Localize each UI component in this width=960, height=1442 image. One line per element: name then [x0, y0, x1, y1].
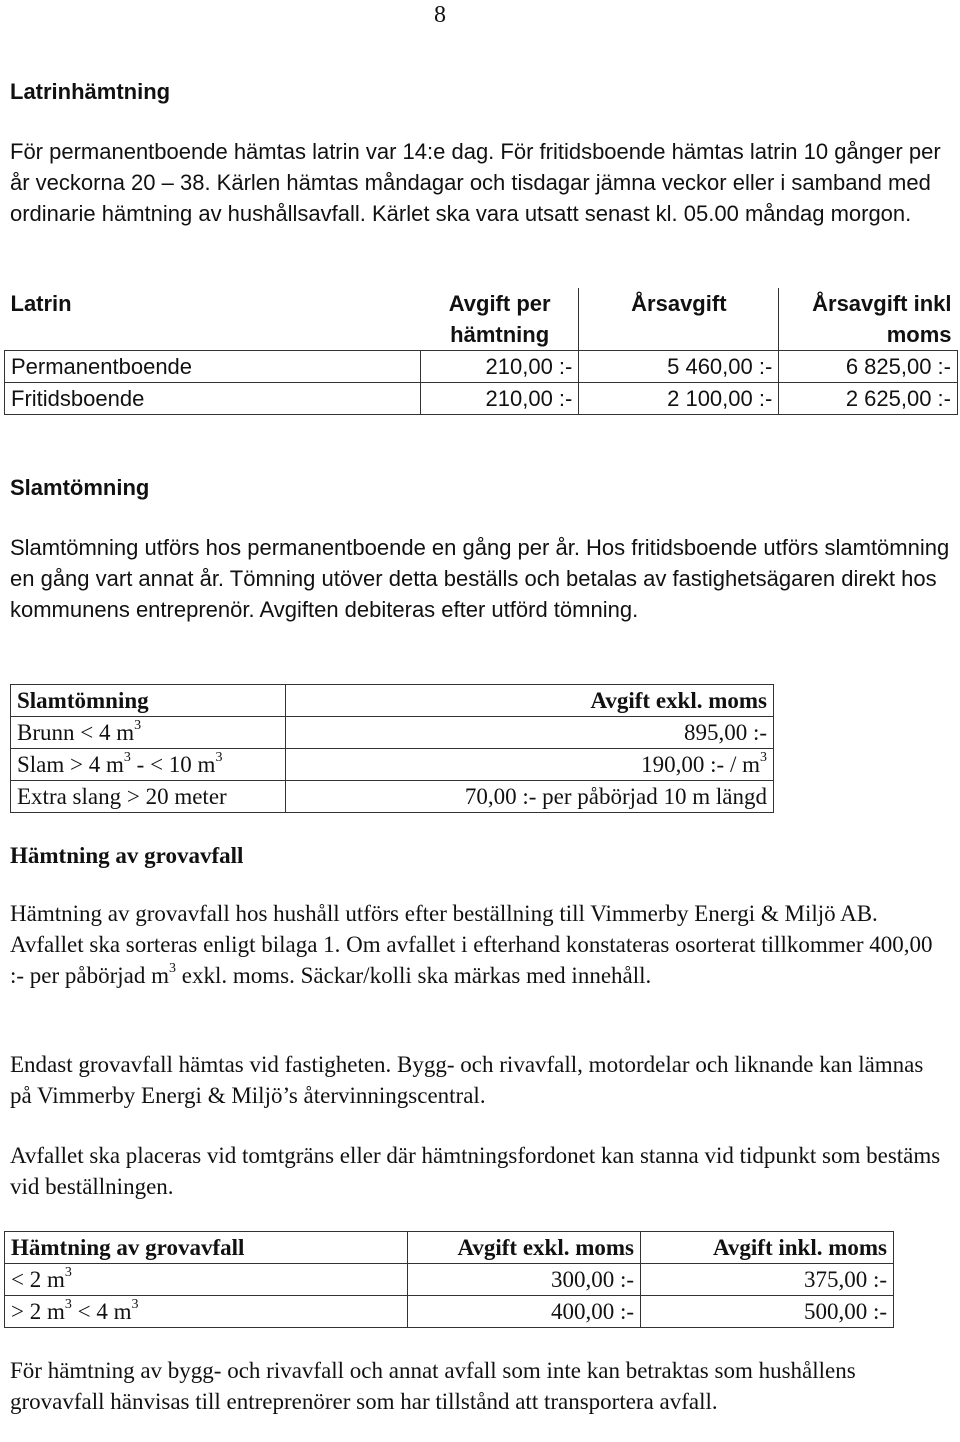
col-header: Avgift inkl. moms	[641, 1232, 894, 1264]
table-cell: Extra slang > 20 meter	[11, 781, 286, 813]
table-row	[11, 749, 774, 781]
grovavfall-fee-table	[4, 1231, 894, 1328]
table-cell: 2 100,00 :-	[579, 383, 779, 415]
table-cell: 70,00 :- per påbörjad 10 m längd	[286, 781, 774, 813]
col-header: Avgift exkl. moms	[286, 685, 774, 717]
section-heading-grovavfall: Hämtning av grovavfall	[10, 843, 244, 868]
table-cell: Brunn < 4 $m^3$	[11, 717, 286, 749]
section-heading-slam: Slamtömning	[10, 475, 150, 500]
section-heading-latrin: Latrinhämtning	[10, 79, 171, 104]
col-header: Slamtömning	[11, 685, 286, 717]
col-header: Latrin	[10, 291, 72, 316]
slam-fee-table	[10, 684, 774, 813]
table-row	[5, 1296, 894, 1328]
table-header-row	[11, 685, 774, 717]
table-cell: 300,00 :-	[408, 1264, 641, 1296]
table-cell: < 2 $m^3$	[5, 1264, 408, 1296]
col-header: Hämtning av grovavfall	[5, 1232, 408, 1264]
table-cell: > 2 $m^3 < 4$ $m^3$	[5, 1296, 408, 1328]
grov-paragraph-3: Avfallet ska placeras vid tomtgräns eller där hämtningsfordonet kan stanna vid tidpunkt som bestäms vid beställningen.	[10, 1143, 941, 1199]
table-cell: 5 460,00 :-	[579, 351, 779, 383]
latrin-paragraph: För permanentboende hämtas latrin var 14:e dag. För fritidsboende hämtas latrin 10 gånger per år veckorna 20 – 38. Kärlen hämtas måndagar och tisdagar jämna veckor eller i samband med ordinarie hämtning av hushållsavfall. Kärlet ska vara utsatt senast kl. 05.00 måndag morgon.	[10, 139, 941, 226]
table-cell: Slam > 4 $m^3$ - < 10 $m^3$	[11, 749, 286, 781]
slam-paragraph: Slamtömning utförs hos permanentboende en gång per år. Hos fritidsboende utförs slamtömning en gång vart annat år. Tömning utöver detta beställs och betalas av fastighetsägaren direkt hos kommunens entreprenör. Avgiften debiteras efter utförd tömning.	[10, 535, 950, 622]
table-cell: Permanentboende	[5, 351, 421, 383]
table-cell: 210,00 :-	[421, 383, 579, 415]
col-header: Årsavgift inkl moms	[812, 291, 952, 347]
latrin-fee-table	[4, 288, 958, 415]
table-row	[5, 351, 958, 383]
table-cell: 2 625,00 :-	[845, 386, 951, 411]
table-row	[11, 781, 774, 813]
col-header: Avgift per hämtning	[421, 288, 579, 351]
table-cell: 210,00 :-	[421, 351, 579, 383]
col-header: Avgift exkl. moms	[408, 1232, 641, 1264]
grov-paragraph-2: Endast grovavfall hämtas vid fastigheten. Bygg- och rivavfall, motordelar och liknande kan lämnas på Vimmerby Energi & Miljö’s återvinningscentral.	[10, 1052, 924, 1108]
table-cell: 895,00 :-	[286, 717, 774, 749]
table-row	[5, 383, 958, 415]
table-cell: 500,00 :-	[641, 1296, 894, 1328]
grov-paragraph-1: Hämtning av grovavfall hos hushåll utförs efter beställning till Vimmerby Energi & Miljö AB. Avfallet ska sorteras enligt bilaga 1. Om avfallet i efterhand konstateras osorterat tillkommer 400,00 :- per påbörjad $m^3$ exkl. moms. Säckar/kolli ska märkas med innehåll.	[10, 901, 933, 988]
table-cell: 190,00 :- / $m^3$	[286, 749, 774, 781]
table-header-row	[5, 288, 958, 351]
table-cell: 400,00 :-	[408, 1296, 641, 1328]
table-cell: Fritidsboende	[5, 383, 421, 415]
table-cell: 375,00 :-	[641, 1264, 894, 1296]
table-row	[11, 717, 774, 749]
table-header-row	[5, 1232, 894, 1264]
table-cell: 6 825,00 :-	[845, 354, 951, 379]
page-number: 8	[434, 2, 446, 28]
col-header: Årsavgift	[579, 288, 779, 351]
grov-paragraph-4: För hämtning av bygg- och rivavfall och annat avfall som inte kan betraktas som hushållens grovavfall hänvisas till entreprenörer som har tillstånd att transportera avfall.	[10, 1358, 856, 1414]
table-row	[5, 1264, 894, 1296]
